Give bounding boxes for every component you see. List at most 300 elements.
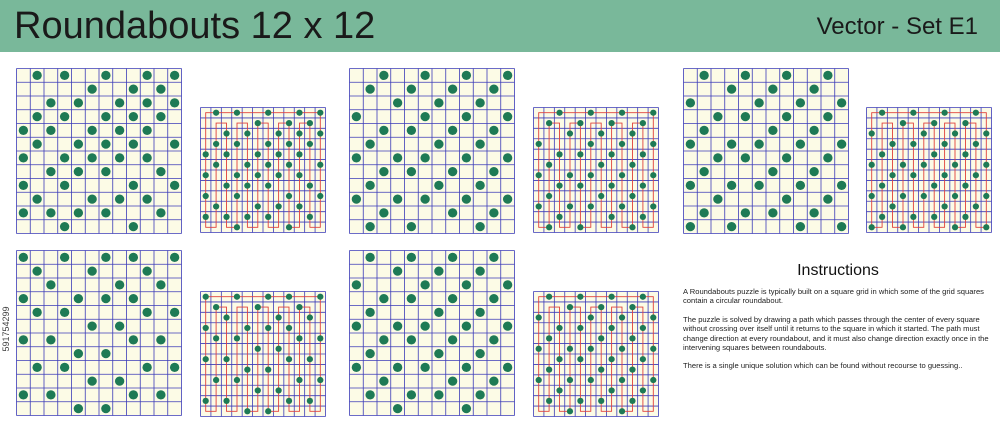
roundabout-dot [32, 194, 41, 203]
roundabout-dot [448, 84, 457, 93]
roundabout-dot [32, 266, 41, 275]
roundabout-dot [19, 181, 28, 190]
roundabout-dot [686, 98, 695, 107]
roundabout-dot [129, 222, 138, 231]
roundabout-dot [462, 153, 471, 162]
roundabout-dot [921, 193, 927, 199]
solution-grid-5 [533, 291, 659, 417]
roundabout-dot [900, 224, 906, 230]
roundabout-dot [686, 181, 695, 190]
roundabout-dot [983, 224, 989, 230]
roundabout-dot [19, 335, 28, 344]
roundabout-dot [101, 167, 110, 176]
roundabout-dot [365, 222, 374, 231]
roundabout-dot [546, 120, 552, 126]
roundabout-dot [900, 193, 906, 199]
roundabout-dot [32, 71, 41, 80]
roundabout-dot [503, 153, 512, 162]
roundabout-dot [609, 356, 615, 362]
roundabout-dot [156, 335, 165, 344]
roundabout-dot [809, 167, 818, 176]
roundabout-dot [503, 363, 512, 372]
roundabout-dot [619, 346, 625, 352]
roundabout-dot [307, 214, 313, 220]
roundabout-dot [588, 377, 594, 383]
roundabout-dot [577, 120, 583, 126]
roundabout-dot [296, 377, 302, 383]
roundabout-dot [567, 346, 573, 352]
roundabout-dot [609, 294, 615, 300]
roundabout-dot [598, 304, 604, 310]
roundabout-dot [101, 71, 110, 80]
instructions-paragraph-2: The puzzle is solved by drawing a path which passes through the center of every square without crossing over itself until it returns to the square in which it started. The path must change direction at every roundabout, and it must also change direction exactly once in the intervening squares between roundabouts. [683, 314, 989, 353]
roundabout-dot [609, 214, 615, 220]
roundabout-dot [286, 294, 292, 300]
roundabout-dot [973, 141, 979, 147]
roundabout-dot [503, 71, 512, 80]
roundabout-dot [255, 151, 261, 157]
page-title: Roundabouts 12 x 12 [14, 5, 376, 47]
roundabout-dot [942, 172, 948, 178]
roundabout-dot [307, 183, 313, 189]
page-subtitle: Vector - Set E1 [816, 13, 978, 40]
roundabout-dot [577, 325, 583, 331]
stock-id-text: 591754299 [1, 306, 11, 352]
roundabout-dot [234, 193, 240, 199]
roundabout-dot [546, 224, 552, 230]
roundabout-dot [234, 377, 240, 383]
roundabout-dot [546, 193, 552, 199]
roundabout-dot [879, 151, 885, 157]
roundabout-dot [650, 141, 656, 147]
roundabout-dot [650, 377, 656, 383]
roundabout-dot [46, 126, 55, 135]
roundabout-dot [286, 141, 292, 147]
roundabout-dot [223, 214, 229, 220]
roundabout-dot [619, 314, 625, 320]
roundabout-dot [46, 390, 55, 399]
roundabout-dot [46, 167, 55, 176]
roundabout-dot [629, 398, 635, 404]
roundabout-dot [115, 126, 124, 135]
roundabout-dot [741, 153, 750, 162]
roundabout-dot [156, 84, 165, 93]
roundabout-dot [317, 110, 323, 116]
puzzle-grid-2 [349, 68, 515, 234]
roundabout-dot [170, 98, 179, 107]
roundabout-dot [619, 377, 625, 383]
roundabout-dot [556, 151, 562, 157]
roundabout-dot [203, 193, 209, 199]
roundabout-dot [156, 208, 165, 217]
roundabout-dot [317, 377, 323, 383]
roundabout-dot [244, 408, 250, 414]
roundabout-dot [598, 162, 604, 168]
roundabout-dot [727, 84, 736, 93]
roundabout-dot [296, 110, 302, 116]
roundabout-dot [276, 172, 282, 178]
roundabout-dot [475, 390, 484, 399]
roundabout-dot [244, 214, 250, 220]
roundabout-dot [420, 71, 429, 80]
roundabout-dot [101, 208, 110, 217]
roundabout-dot [619, 110, 625, 116]
roundabout-dot [650, 110, 656, 116]
roundabout-dot [255, 346, 261, 352]
roundabout-dot [276, 130, 282, 136]
roundabout-dot [101, 294, 110, 303]
roundabout-dot [142, 194, 151, 203]
roundabout-dot [556, 214, 562, 220]
roundabout-dot [129, 139, 138, 148]
solution-grid-3 [866, 107, 992, 233]
roundabout-dot [973, 203, 979, 209]
roundabout-dot [87, 266, 96, 275]
roundabout-dot [352, 321, 361, 330]
roundabout-dot [475, 266, 484, 275]
roundabout-dot [962, 183, 968, 189]
roundabout-dot [317, 130, 323, 136]
roundabout-dot [393, 363, 402, 372]
roundabout-dot [87, 376, 96, 385]
roundabout-dot [234, 172, 240, 178]
roundabout-dot [952, 193, 958, 199]
roundabout-dot [650, 314, 656, 320]
roundabout-dot [640, 325, 646, 331]
roundabout-dot [910, 172, 916, 178]
puzzle-grid-3 [683, 68, 849, 234]
roundabout-dot [296, 151, 302, 157]
roundabout-dot [910, 214, 916, 220]
roundabout-dot [556, 387, 562, 393]
roundabout-dot [546, 162, 552, 168]
header-bar [0, 0, 1000, 52]
roundabout-dot [170, 363, 179, 372]
roundabout-dot [286, 193, 292, 199]
roundabout-dot [567, 203, 573, 209]
roundabout-dot [921, 162, 927, 168]
roundabout-dot [475, 308, 484, 317]
roundabout-dot [462, 194, 471, 203]
roundabout-dot [60, 363, 69, 372]
roundabout-dot [434, 390, 443, 399]
roundabout-dot [536, 346, 542, 352]
roundabout-dot [686, 222, 695, 231]
roundabout-dot [365, 84, 374, 93]
roundabout-dot [598, 367, 604, 373]
roundabout-dot [87, 153, 96, 162]
roundabout-dot [244, 130, 250, 136]
roundabout-dot [577, 183, 583, 189]
roundabout-dot [889, 172, 895, 178]
roundabout-dot [577, 151, 583, 157]
roundabout-dot [393, 266, 402, 275]
roundabout-dot [462, 280, 471, 289]
roundabout-dot [276, 346, 282, 352]
roundabout-dot [567, 408, 573, 414]
roundabout-dot [536, 314, 542, 320]
roundabout-dot [448, 376, 457, 385]
roundabout-dot [952, 162, 958, 168]
roundabout-dot [142, 308, 151, 317]
roundabout-dot [942, 203, 948, 209]
roundabout-dot [265, 325, 271, 331]
roundabout-dot [699, 71, 708, 80]
roundabout-dot [952, 224, 958, 230]
roundabout-dot [393, 153, 402, 162]
roundabout-dot [952, 130, 958, 136]
roundabout-dot [741, 208, 750, 217]
roundabout-dot [768, 167, 777, 176]
roundabout-dot [577, 398, 583, 404]
roundabout-dot [546, 367, 552, 373]
roundabout-dot [307, 356, 313, 362]
roundabout-dot [727, 139, 736, 148]
roundabout-dot [60, 153, 69, 162]
roundabout-dot [983, 130, 989, 136]
instructions-heading: Instructions [797, 262, 879, 279]
roundabout-dot [32, 363, 41, 372]
roundabout-dot [407, 84, 416, 93]
roundabout-dot [879, 110, 885, 116]
roundabout-dot [365, 390, 374, 399]
roundabout-dot [823, 194, 832, 203]
roundabout-dot [265, 162, 271, 168]
roundabout-dot [741, 112, 750, 121]
roundabout-dot [407, 126, 416, 135]
roundabout-dot [265, 408, 271, 414]
roundabout-dot [900, 120, 906, 126]
roundabout-dot [286, 120, 292, 126]
roundabout-dot [713, 194, 722, 203]
roundabout-dot [640, 356, 646, 362]
roundabout-dot [74, 294, 83, 303]
roundabout-dot [32, 139, 41, 148]
roundabout-dot [448, 335, 457, 344]
roundabout-dot [629, 304, 635, 310]
roundabout-dot [420, 112, 429, 121]
roundabout-dot [115, 98, 124, 107]
roundabout-dot [809, 208, 818, 217]
roundabout-dot [434, 98, 443, 107]
roundabout-dot [129, 294, 138, 303]
roundabout-dot [156, 390, 165, 399]
roundabout-dot [74, 167, 83, 176]
roundabout-dot [265, 294, 271, 300]
roundabout-dot [60, 253, 69, 262]
roundabout-dot [869, 130, 875, 136]
roundabout-dot [142, 266, 151, 275]
roundabout-dot [365, 139, 374, 148]
roundabout-dot [115, 376, 124, 385]
roundabout-dot [475, 139, 484, 148]
roundabout-dot [931, 183, 937, 189]
roundabout-dot [244, 162, 250, 168]
roundabout-dot [462, 112, 471, 121]
roundabout-dot [101, 139, 110, 148]
roundabout-dot [567, 304, 573, 310]
roundabout-dot [317, 162, 323, 168]
roundabout-dot [796, 181, 805, 190]
roundabout-dot [142, 71, 151, 80]
roundabout-dot [74, 98, 83, 107]
roundabout-dot [213, 377, 219, 383]
roundabout-dot [577, 294, 583, 300]
roundabout-dot [265, 141, 271, 147]
roundabout-dot [255, 203, 261, 209]
roundabout-dot [609, 387, 615, 393]
roundabout-dot [365, 253, 374, 262]
roundabout-dot [796, 139, 805, 148]
roundabout-dot [823, 153, 832, 162]
roundabout-dot [276, 314, 282, 320]
roundabout-dot [567, 377, 573, 383]
roundabout-dot [931, 151, 937, 157]
roundabout-dot [142, 98, 151, 107]
roundabout-dot [598, 335, 604, 341]
roundabout-dot [60, 222, 69, 231]
roundabout-dot [768, 84, 777, 93]
roundabout-dot [223, 356, 229, 362]
roundabout-dot [352, 112, 361, 121]
roundabout-dot [420, 321, 429, 330]
roundabout-dot [276, 203, 282, 209]
roundabout-dot [619, 141, 625, 147]
roundabout-dot [420, 194, 429, 203]
roundabout-dot [921, 130, 927, 136]
roundabout-dot [588, 172, 594, 178]
roundabout-dot [46, 335, 55, 344]
roundabout-dot [213, 162, 219, 168]
roundabout-dot [434, 266, 443, 275]
roundabout-dot [931, 120, 937, 126]
roundabout-dot [234, 224, 240, 230]
roundabout-dot [203, 356, 209, 362]
roundabout-dot [393, 98, 402, 107]
roundabout-dot [129, 84, 138, 93]
roundabout-dot [213, 110, 219, 116]
roundabout-dot [115, 321, 124, 330]
roundabout-dot [170, 253, 179, 262]
roundabout-dot [536, 141, 542, 147]
roundabout-dot [609, 151, 615, 157]
roundabout-dot [796, 98, 805, 107]
roundabout-dot [393, 404, 402, 413]
roundabout-dot [365, 349, 374, 358]
roundabout-dot [74, 349, 83, 358]
roundabout-dot [60, 71, 69, 80]
roundabout-dot [213, 335, 219, 341]
roundabout-dot [598, 398, 604, 404]
instructions-body [683, 287, 993, 380]
roundabout-dot [754, 98, 763, 107]
roundabout-dot [650, 203, 656, 209]
roundabout-dot [244, 367, 250, 373]
roundabout-dot [489, 376, 498, 385]
roundabout-dot [265, 183, 271, 189]
roundabout-dot [782, 112, 791, 121]
roundabout-dot [317, 193, 323, 199]
solution-grid-2 [533, 107, 659, 233]
roundabout-dot [475, 181, 484, 190]
roundabout-dot [286, 162, 292, 168]
roundabout-dot [87, 321, 96, 330]
roundabout-dot [365, 308, 374, 317]
roundabout-dot [115, 194, 124, 203]
roundabout-dot [727, 181, 736, 190]
roundabout-dot [448, 126, 457, 135]
roundabout-dot [407, 390, 416, 399]
puzzle-grid-4 [16, 250, 182, 416]
roundabout-dot [296, 172, 302, 178]
roundabout-dot [60, 112, 69, 121]
roundabout-dot [782, 194, 791, 203]
roundabout-dot [379, 294, 388, 303]
roundabout-dot [255, 172, 261, 178]
roundabout-dot [567, 172, 573, 178]
roundabout-dot [19, 253, 28, 262]
roundabout-dot [962, 151, 968, 157]
roundabout-dot [87, 126, 96, 135]
roundabout-dot [546, 398, 552, 404]
roundabout-dot [129, 112, 138, 121]
roundabout-dot [74, 208, 83, 217]
roundabout-dot [837, 222, 846, 231]
roundabout-dot [489, 294, 498, 303]
roundabout-dot [393, 194, 402, 203]
roundabout-dot [713, 153, 722, 162]
instructions-paragraph-1: A Roundabouts puzzle is typically built on a square grid in which some of the grid squares contain a circular roundabout. [683, 287, 984, 306]
roundabout-dot [448, 208, 457, 217]
roundabout-dot [546, 335, 552, 341]
roundabout-dot [32, 308, 41, 317]
roundabout-dot [142, 363, 151, 372]
roundabout-dot [434, 308, 443, 317]
roundabout-dot [910, 141, 916, 147]
roundabout-dot [782, 153, 791, 162]
roundabout-dot [255, 304, 261, 310]
roundabout-dot [837, 139, 846, 148]
roundabout-dot [203, 325, 209, 331]
roundabout-dot [619, 172, 625, 178]
roundabout-dot [475, 222, 484, 231]
roundabout-dot [365, 181, 374, 190]
roundabout-dot [768, 208, 777, 217]
roundabout-dot [307, 141, 313, 147]
roundabout-dot [973, 110, 979, 116]
roundabout-dot [407, 335, 416, 344]
roundabout-dot [489, 208, 498, 217]
roundabout-dot [32, 112, 41, 121]
roundabout-dot [754, 181, 763, 190]
roundabout-dot [434, 139, 443, 148]
roundabout-dot [713, 112, 722, 121]
roundabout-dot [203, 294, 209, 300]
roundabout-dot [74, 404, 83, 413]
roundabout-dot [598, 193, 604, 199]
roundabout-dot [115, 153, 124, 162]
roundabout-dot [19, 294, 28, 303]
roundabout-dot [462, 321, 471, 330]
roundabout-dot [809, 126, 818, 135]
roundabout-dot [255, 387, 261, 393]
roundabout-dot [234, 141, 240, 147]
roundabout-dot [19, 390, 28, 399]
roundabout-dot [879, 214, 885, 220]
roundabout-dot [983, 193, 989, 199]
roundabout-dot [489, 167, 498, 176]
roundabout-dot [407, 222, 416, 231]
